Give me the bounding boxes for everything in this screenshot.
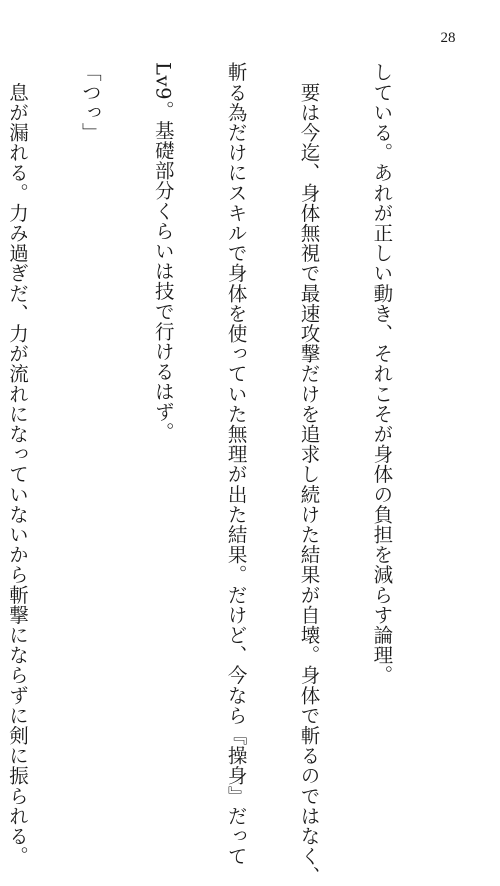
- text-line: している。あれが正しい動き、それこそが身体の負担を減らす論理。: [370, 62, 394, 686]
- text-line: 斬る為だけにスキルで身体を使っていた無理が出た結果。だけど、今なら『操身』だって: [224, 62, 248, 866]
- text-line: 「つっ」: [78, 62, 102, 143]
- text-line: 息が漏れる。力み過ぎだ、力が流れになっていないから斬撃にならずに剣に振られる。: [5, 62, 29, 866]
- text-line: 要は今迄、身体無視で最速攻撃だけを追求し続けた結果が自壊。身体で斬るのではなく、: [297, 62, 321, 886]
- page-number: 28: [440, 30, 456, 46]
- text-line: Lv9。基礎部分くらいは技で行けるはず。: [151, 62, 175, 442]
- body-text: [0, 62, 442, 886]
